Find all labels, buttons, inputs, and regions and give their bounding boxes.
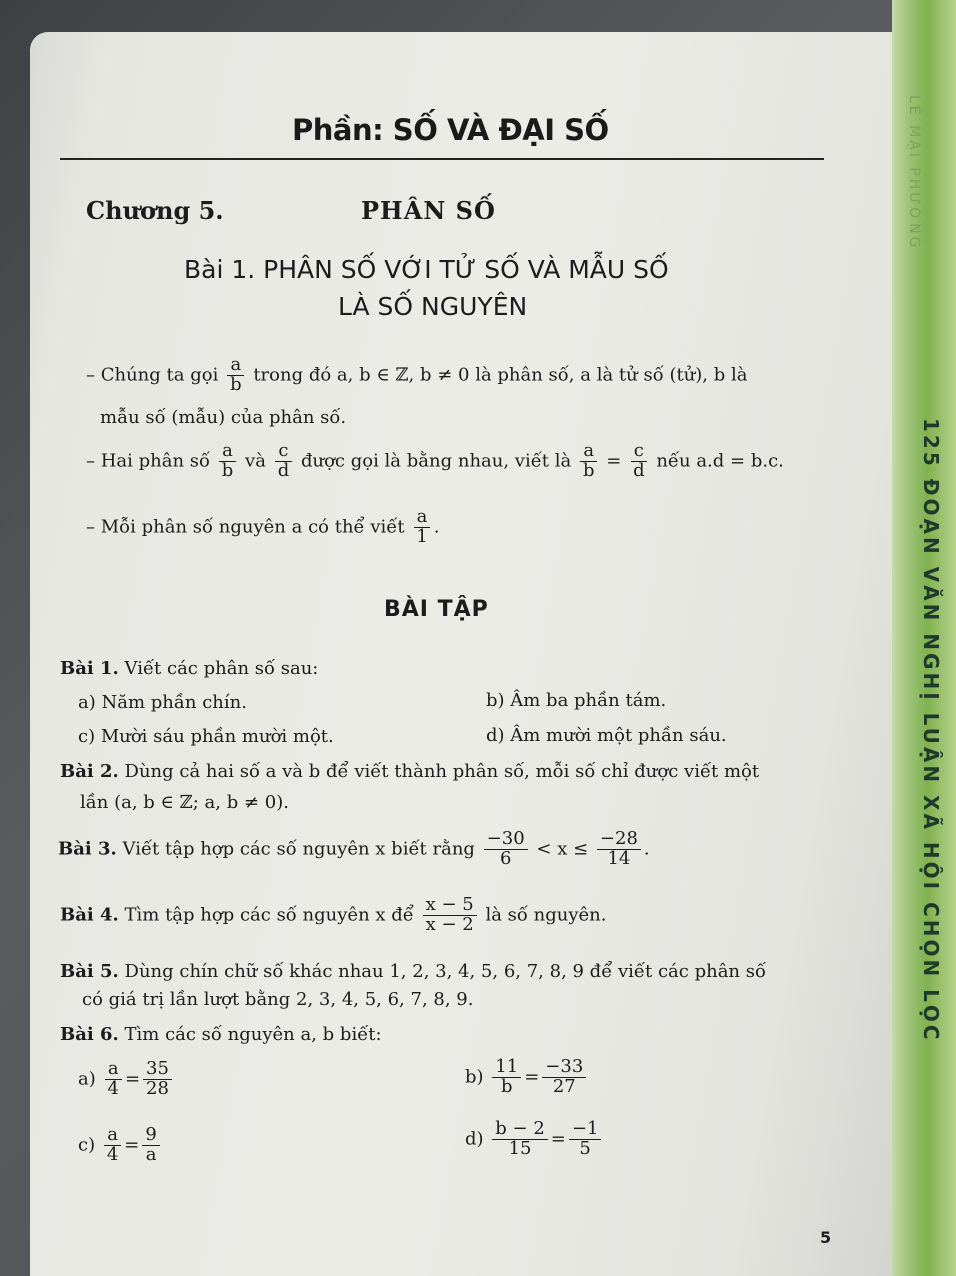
spine-title: 125 ĐOẠN VĂN NGHỊ LUẬN XÃ HỘI CHỌN LỌC [919,418,943,1043]
fraction-c-d: $\frac{c}{d}$ [630,442,648,481]
theory-line-3: – Mỗi phân số nguyên a có thể viết $\frac{a}{1}$ . [86,506,440,547]
fraction: $\frac{35}{28}$ [143,1060,172,1099]
exercise-6: Bài 6. Tìm các số nguyên a, b biết: [60,1024,382,1045]
exercise-6-c: c) $\frac{a}{4}$ = $\frac{9}{a}$ [78,1126,163,1165]
lesson-title-line2: LÀ SỐ NGUYÊN [338,292,528,321]
exercise-6-b: b) $\frac{11}{b}$ = $\frac{-33}{27}$ [465,1058,589,1097]
title-divider [60,158,824,160]
exercise-5-line2: có giá trị lần lượt bằng 2, 3, 4, 5, 6, 7, 8, 9. [82,989,474,1010]
fraction-x5-x2: $\frac{x - 5}{x - 2}$ [423,896,477,935]
exercises-title: BÀI TẬP [384,597,489,622]
fraction: $\frac{-1}{5}$ [569,1120,602,1159]
fraction-a-b: $\frac{a}{b}$ [580,442,598,481]
exercise-1: Bài 1. Viết các phân số sau: [60,658,319,679]
fraction: $\frac{11}{b}$ [492,1058,521,1097]
fraction: $\frac{-33}{27}$ [542,1058,586,1097]
exercise-1-c: c) Mười sáu phần mười một. [78,726,334,747]
exercise-1-b: b) Âm ba phần tám. [486,690,667,711]
theory-line-1: – Chúng ta gọi $\frac{a}{b}$ trong đó a, b ∈ ℤ, b ≠ 0 là phân số, a là tử số (tử), b là [86,354,748,395]
theory-line-1b: mẫu số (mẫu) của phân số. [100,407,347,428]
exercise-4: Bài 4. Tìm tập hợp các số nguyên x để $\frac{x - 5}{x - 2}$ là số nguyên. [60,894,607,935]
chapter-name: PHÂN SỐ [361,196,496,225]
exercise-2-line2: lần (a, b ∈ ℤ; a, b ≠ 0). [80,792,289,813]
fraction: $\frac{b - 2}{15}$ [492,1120,548,1159]
page-number: 5 [820,1228,832,1247]
chapter-label: Chương 5. [86,196,224,225]
fraction-a-b: $\frac{a}{b}$ [219,442,237,481]
exercise-1-d: d) Âm mười một phần sáu. [486,725,727,746]
fraction-a-b: $\frac{a}{b}$ [227,356,245,395]
theory-line-2: – Hai phân số $\frac{a}{b}$ và $\frac{c}{d}$ được gọi là bằng nhau, viết là $\frac{a}{b}$ = $\frac{c}{d}$ nếu a.d = b.c. [86,440,784,481]
fraction: $\frac{a}{4}$ [105,1060,122,1099]
fraction-neg30-6: $\frac{-30}{6}$ [484,830,528,869]
exercise-6-d: d) $\frac{b - 2}{15}$ = $\frac{-1}{5}$ [465,1120,604,1159]
fraction: $\frac{9}{a}$ [142,1126,159,1165]
exercise-5: Bài 5. Dùng chín chữ số khác nhau 1, 2, 3, 4, 5, 6, 7, 8, 9 để viết các phân số [60,961,766,982]
part-title: Phần: SỐ VÀ ĐẠI SỐ [292,113,609,147]
exercise-6-a: a) $\frac{a}{4}$ = $\frac{35}{28}$ [78,1060,175,1099]
spine-author: LÊ MẠI PHƯƠNG [906,95,922,251]
fraction-a-1: $\frac{a}{1}$ [413,508,430,547]
fraction-neg28-14: $\frac{-28}{14}$ [597,830,641,869]
fraction-c-d: $\frac{c}{d}$ [275,442,293,481]
exercise-1-a: a) Năm phần chín. [78,692,247,713]
fraction: $\frac{a}{4}$ [104,1126,121,1165]
exercise-2: Bài 2. Dùng cả hai số a và b để viết thành phân số, mỗi số chỉ được viết một [60,761,760,782]
exercise-3: Bài 3. Viết tập hợp các số nguyên x biết rằng $\frac{-30}{6}$ < x ≤ $\frac{-28}{14}$ . [58,828,650,869]
lesson-title-line1: Bài 1. PHÂN SỐ VỚI TỬ SỐ VÀ MẪU SỐ [184,255,669,284]
